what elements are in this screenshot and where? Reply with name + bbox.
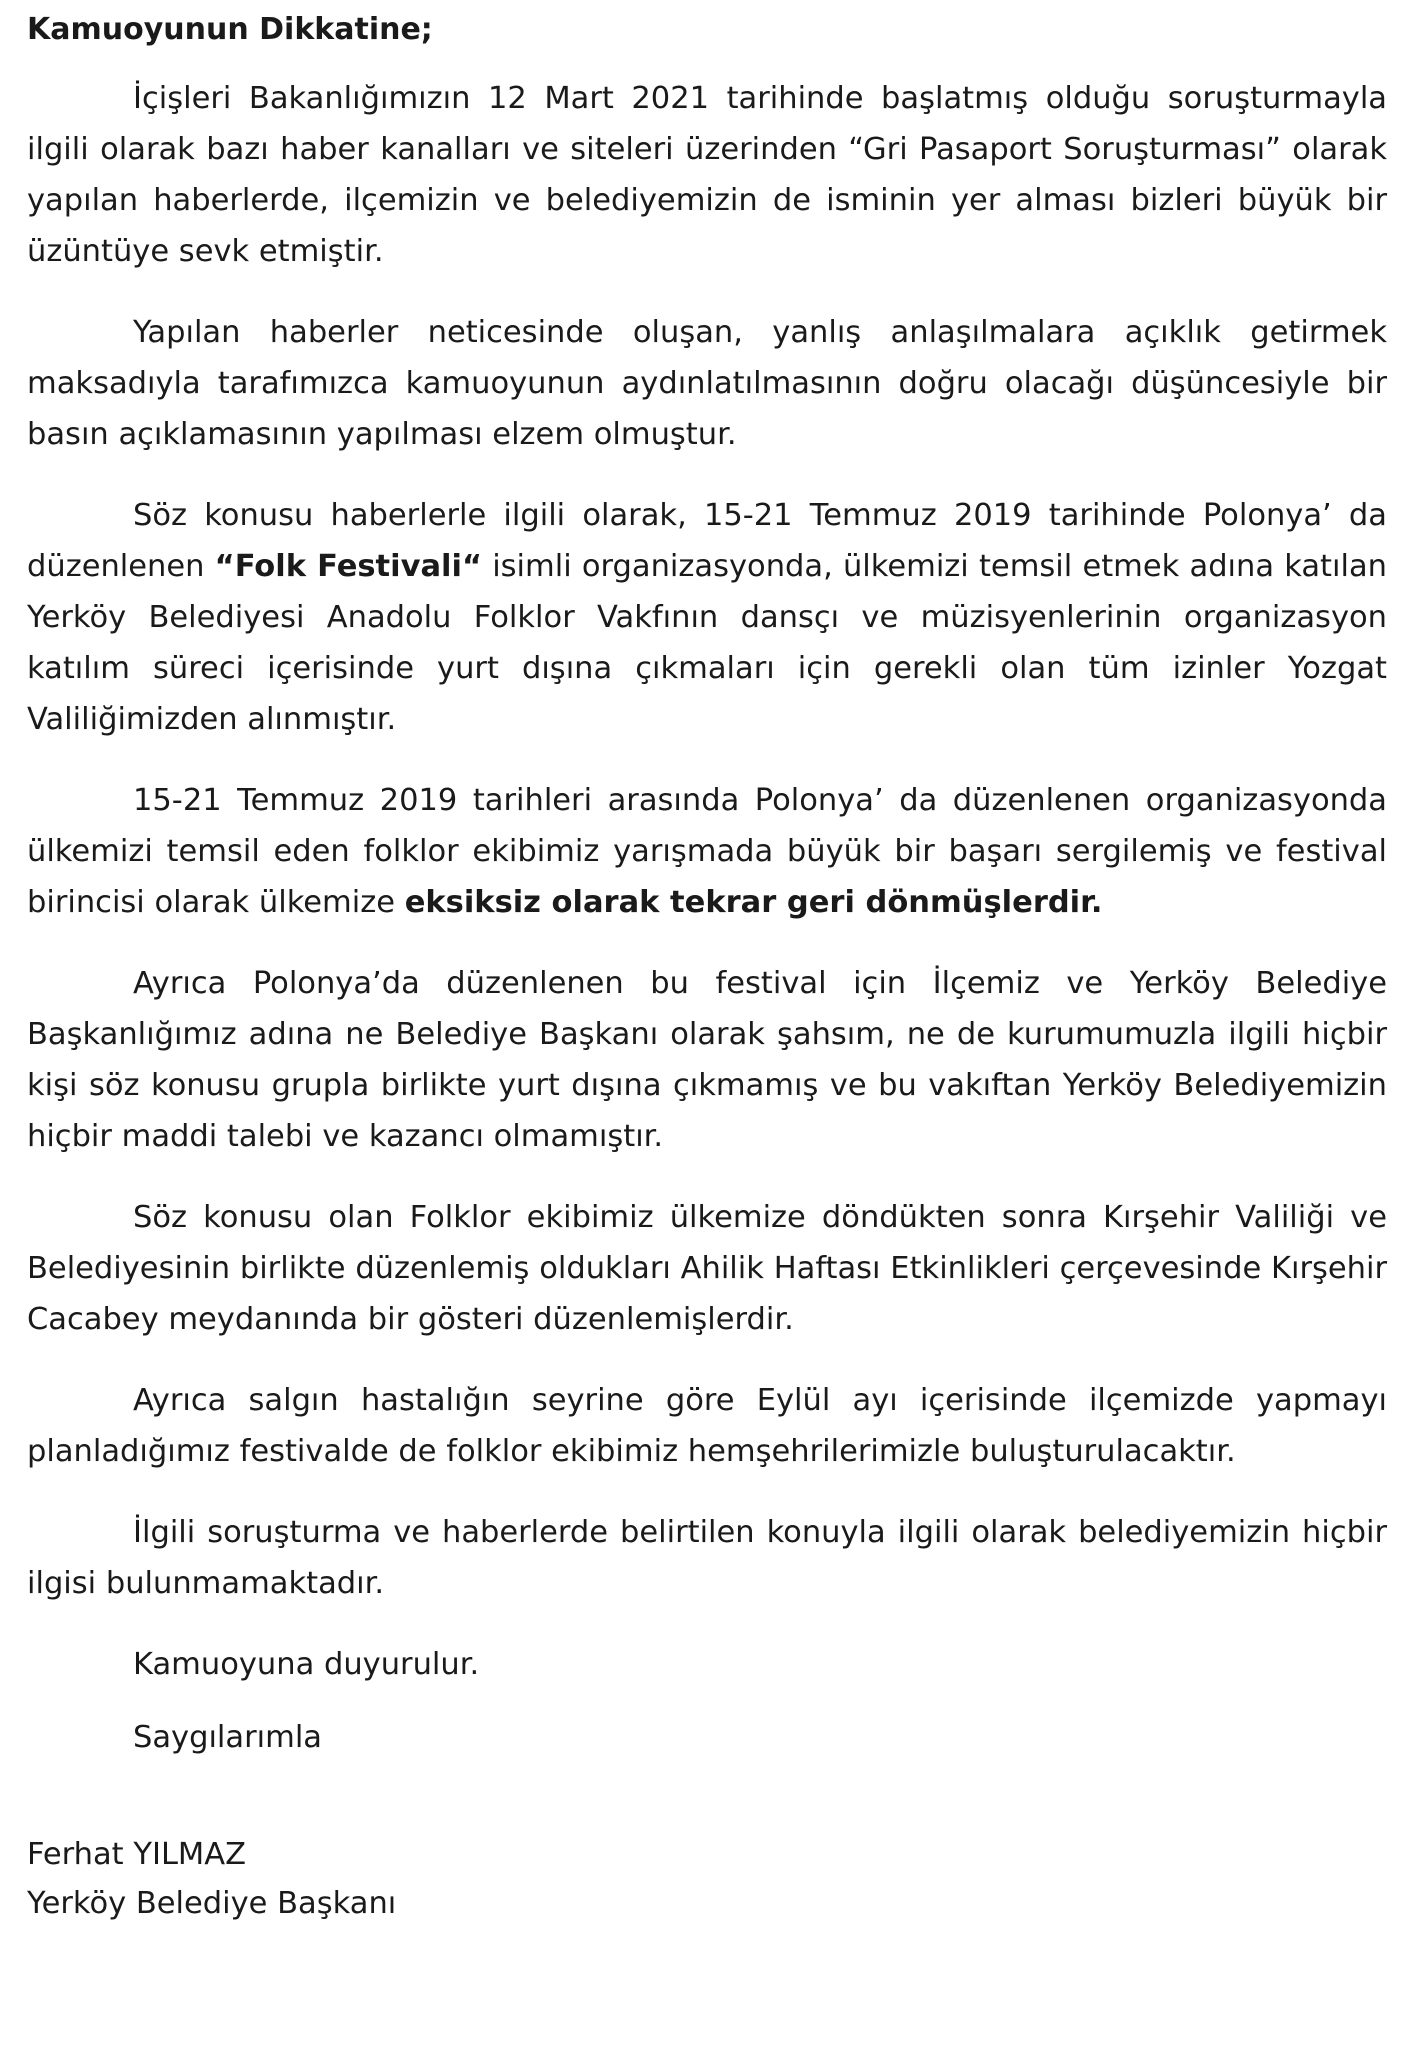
signature-title: Yerköy Belediye Başkanı <box>27 1886 397 1921</box>
paragraph-3-bold-festival-name: “Folk Festivali“ <box>214 549 482 584</box>
paragraph-4-text-before: 15-21 Temmuz 2019 tarihleri arasında Polonya’ da düzenlenen organizasyonda ülkemizi temsil eden folklor ekibimiz yarışmada büyük bir başarı sergilemiş ve festival birincisi olarak ülkemize <box>27 783 1387 920</box>
closing-announcement: Kamuoyuna duyurulur. <box>133 1647 480 1682</box>
closing-regards: Saygılarımla <box>133 1720 322 1755</box>
document-heading: Kamuoyunun Dikkatine; <box>27 12 433 47</box>
paragraph-1: İçişleri Bakanlığımızın 12 Mart 2021 tarihinde başlatmış olduğu soruşturmayla ilgili olarak bazı haber kanalları ve siteleri üzerinden “Gri Pasaport Soruşturması” olarak yapılan haberlerde, ilçemizin ve belediyemizin de isminin yer alması bizleri büyük bir üzüntüye sevk etmiştir. <box>27 81 1387 269</box>
paragraph-6: Söz konusu olan Folklor ekibimiz ülkemize döndükten sonra Kırşehir Valiliği ve Belediyesinin birlikte düzenlemiş oldukları Ahilik Haftası Etkinlikleri çerçevesinde Kırşehir Cacabey meydanında bir gösteri düzenlemişlerdir. <box>27 1200 1387 1337</box>
paragraph-8: İlgili soruşturma ve haberlerde belirtilen konuyla ilgili olarak belediyemizin hiçbir ilgisi bulunmamaktadır. <box>27 1515 1387 1601</box>
paragraph-3-text-after: isimli organizasyonda, ülkemizi temsil etmek adına katılan Yerköy Belediyesi Anadolu Folklor Vakfının dansçı ve müzisyenlerinin organizasyon katılım süreci içerisinde yurt dışına çıkmaları için gerekli olan tüm izinler Yozgat Valiliğimizden alınmıştır. <box>27 549 1387 737</box>
press-release-document <box>27 10 1387 1928</box>
paragraph-2: Yapılan haberler neticesinde oluşan, yanlış anlaşılmalara açıklık getirmek maksadıyla tarafımızca kamuoyunun aydınlatılmasının doğru olacağı düşüncesiyle bir basın açıklamasının yapılması elzem olmuştur. <box>27 315 1387 452</box>
paragraph-4 <box>27 775 1387 928</box>
paragraph-5: Ayrıca Polonya’da düzenlenen bu festival için İlçemiz ve Yerköy Belediye Başkanlığımız adına ne Belediye Başkanı olarak şahsım, ne de kurumumuzla ilgili hiçbir kişi söz konusu grupla birlikte yurt dışına çıkmamış ve bu vakıftan Yerköy Belediyemizin hiçbir maddi talebi ve kazancı olmamıştır. <box>27 966 1387 1154</box>
signature-block <box>27 1830 1387 1928</box>
paragraph-7: Ayrıca salgın hastalığın seyrine göre Eylül ayı içerisinde ilçemizde yapmayı planladığımız festivalde de folklor ekibimiz hemşehrilerimizle buluşturulacaktır. <box>27 1383 1387 1469</box>
paragraph-3-text-before: Söz konusu haberlerle ilgili olarak, 15-21 Temmuz 2019 tarihinde Polonya’ da düzenlenen <box>27 498 1387 584</box>
signature-name: Ferhat YILMAZ <box>27 1837 247 1872</box>
paragraph-4-bold-statement: eksiksiz olarak tekrar geri dönmüşlerdir. <box>404 885 1103 920</box>
paragraph-3 <box>27 490 1387 745</box>
